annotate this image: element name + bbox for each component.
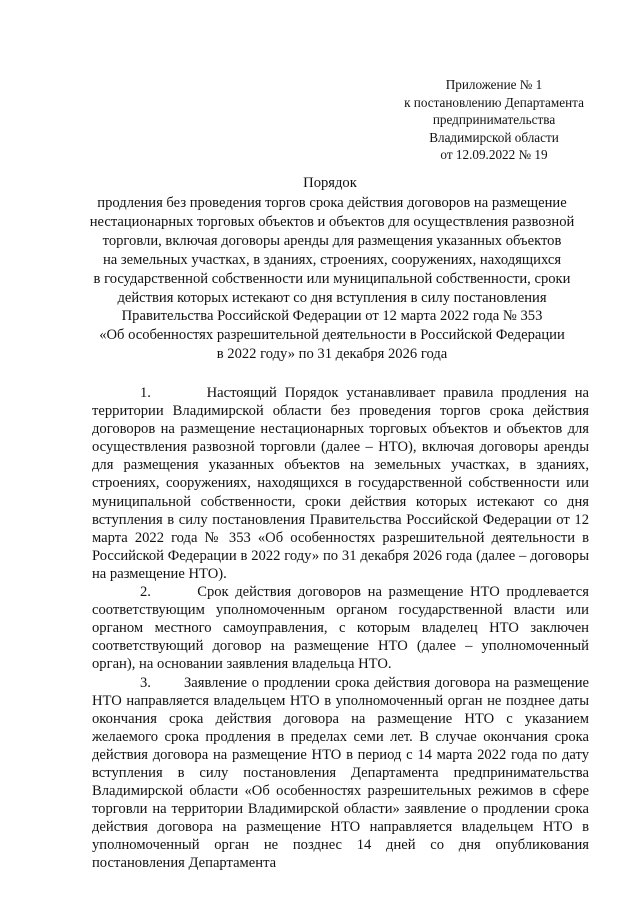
subtitle-line: в 2022 году» по 31 декабря 2026 года (216, 346, 448, 363)
subtitle-line: на земельных участках, в зданиях, строениях, сооружениях, находящихся (102, 251, 562, 268)
subtitle-line: «Об особенностях разрешительной деятельности в Российской Федерации (99, 327, 565, 344)
subtitle-line: Правительства Российской Федерации от 12 марта 2022 года № 353 (121, 308, 543, 325)
subtitle-line: нестационарных торговых объектов и объектов для осуществления развозной (89, 213, 575, 230)
paragraph-1: 1. Настоящий Порядок устанавливает правила продления на территории Владимирской области без проведения торгов срока действия договоров на размещение нестационарных торговых объектов и объектов для осуществления развозной торговли (далее – НТО), включая договоры аренды для размещения указанных объектов на земельных участках, в зданиях, строениях, сооружениях, находящихся в государственной собственности или муниципальной собственности, сроки действия которых истекают со дня вступления в силу постановления Правительства Российской Федерации от 12 марта 2022 года № 353 «Об особенностях разрешительной деятельности в Российской Федерации в 2022 году» по 31 декабря 2026 года (далее – договоры на размещение НТО). (92, 385, 589, 582)
paragraph-2: 2. Срок действия договоров на размещение НТО продлевается соответствующим уполномоченным органом государственной власти или органом местного самоуправления, с которым владелец НТО заключен соответствующий договор на размещение НТО (далее – уполномоченный орган), на основании заявления владельца НТО. (92, 584, 589, 673)
appendix-line: предпринимательства (432, 112, 556, 127)
subtitle-line: в государственной собственности или муниципальной собственности, сроки (93, 270, 571, 287)
appendix-line: Приложение № 1 (445, 77, 543, 92)
document-body (92, 384, 589, 873)
document-subtitle (88, 194, 576, 364)
subtitle-line: действия которых истекают со дня вступления в силу постановления (117, 289, 547, 306)
appendix-block (392, 76, 596, 164)
appendix-line: от 12.09.2022 № 19 (440, 147, 548, 162)
appendix-line: к постановлению Департамента (404, 94, 584, 110)
appendix-line: Владимирской области (429, 129, 559, 145)
paragraph-3: 3. Заявление о продлении срока действия договора на размещение НТО направляется владельцем НТО в уполномоченный орган не позднее даты окончания срока действия договора на размещение НТО с указанием желаемого срока продления в пределах семи лет. В случае окончания срока действия договора на размещение НТО в период с 14 марта 2022 года по дату вступления в силу постановления Департамента предпринимательства Владимирской области «Об особенностях разрешительных режимов в сфере торговли на территории Владимирской области» заявление о продлении срока действия договора на размещение НТО направляется владельцем НТО в уполномоченный орган не позднес 14 дней со дня опубликования постановления Департамента (92, 674, 589, 872)
subtitle-line: продления без проведения торгов срока действия договоров на размещение (97, 195, 567, 211)
subtitle-line: торговли, включая договоры аренды для размещения указанных объектов (102, 232, 562, 249)
document-title: Порядок (303, 175, 357, 191)
